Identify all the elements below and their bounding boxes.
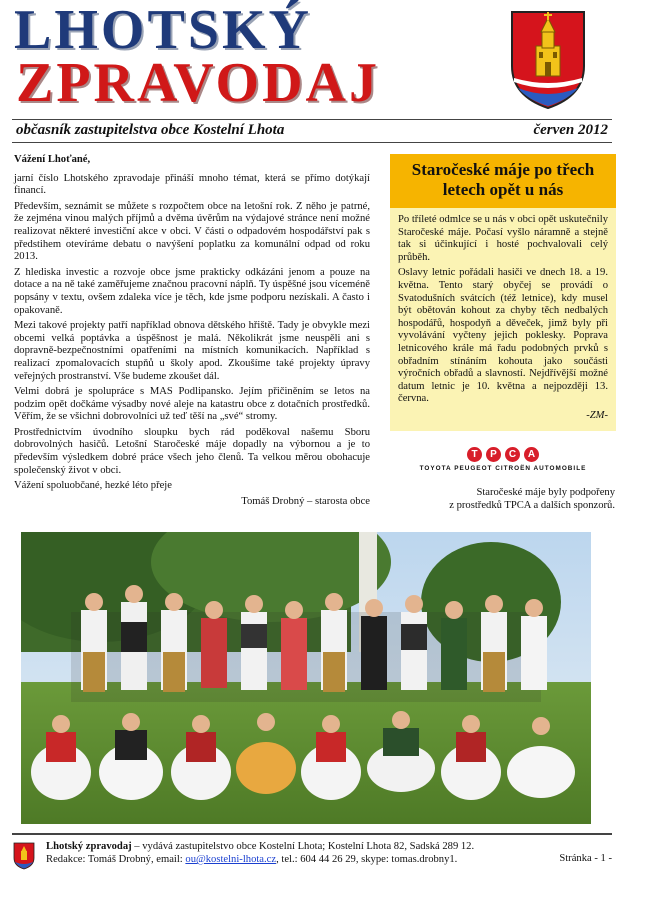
sponsor-logo <box>392 447 614 472</box>
sponsor-caption-line: Staročeské máje byly podpořeny <box>476 487 615 498</box>
letter-paragraph: Velmi dobrá je spolupráce s MAS Podlipansko. Jejím přičiněním se letos na podzim opět dočkáme výsadby nové aleje na katastru obce z dotačních prostředků. Věřím, že se všichni dobrovolníci už teď těší na „své“ stromy. <box>14 386 370 423</box>
article-box <box>390 154 616 431</box>
article-author: -ZM- <box>586 409 608 421</box>
footer-publication-name: Lhotský zpravodaj <box>46 841 132 852</box>
masthead-subtitle: občasník zastupitelstva obce Kostelní Lhota <box>16 122 285 138</box>
article-paragraph: Oslavy letnic pořádali hasiči ve dnech 18. a 19. května. Tento starý obyčej se provádí o Svatodušních svátcích (též letnice), kdy musel být obětován kohout za chyby těch nedbalých hospodářů, hospodyň a děveček, jimž byly při vyvolávání vyčteny jejich poklesky. Poprava letnicového krále má řadu podobných prvků s obřadním stínáním kohouta jako součásti výročních obřadů a slavností. Nejdřívější možné datum letnic je 10. května a nejpozději 13. června. <box>398 267 608 405</box>
masthead-title-line2: ZPRAVODAJ <box>16 52 380 114</box>
article-body <box>390 208 616 431</box>
tpca-letter: A <box>524 447 539 462</box>
masthead-title-line1: LHOTSKÝ <box>14 0 312 61</box>
letter-paragraph: Prostřednictvím úvodního sloupku bych rád poděkoval našemu Sboru dobrovolných hasičů. Letošní Staročeské máje dopadly na výbornou a je to především výsledkem dobré práce všech jeho členů. Ta velkou měrou obohacuje společenský život v obci. <box>14 426 370 476</box>
tpca-letter: P <box>486 447 501 462</box>
tpca-logo-icon <box>392 447 614 462</box>
editorial-letter <box>14 154 370 511</box>
letter-paragraph: Především, seznámit se můžete s rozpočtem obce na letošní rok. Z něho je patrné, že zejména vinou malých příjmů a dvěma úvěrům na výdajové stránce není možné realizovat některé investiční akce v obci. V části o odpadovém hospodářství pak s předstihem otevíráme debatu o navýšení poplatku za komunální odpad od roku 2013. <box>14 200 370 263</box>
header-rule-bottom <box>12 142 612 143</box>
footer-publisher <box>46 840 474 853</box>
tpca-letter: C <box>505 447 520 462</box>
footer-editor-label: Redakce: Tomáš Drobný, email: <box>46 854 186 865</box>
letter-paragraph: Z hlediska investic a rozvoje obce jsme prakticky odkázáni jenom a pouze na dotace a na ně také zaměřujeme značnou pracovní náplň. Ty úspěšné jsou víceméně popsány v textu, ovšem zdaleka více je těch, kde jsme podporu nezískali. A často i opakovaně. <box>14 266 370 316</box>
sponsor-caption-line: z prostředků TPCA a dalších sponzorů. <box>449 499 615 511</box>
group-photo-image <box>21 532 591 824</box>
article-paragraph: Po tříleté odmlce se u nás v obci opět uskutečnily Staročeské máje. Počasí vyšlo náramně a stejně tak si účinkující i hosté pochvalovali celý průběh. <box>398 214 608 263</box>
footer-contact-details: , tel.: 604 44 26 29, skype: tomas.drobny1. <box>276 854 458 865</box>
issue-date: červen 2012 <box>533 122 608 138</box>
letter-greeting: Vážení Lhoťané, <box>14 154 91 165</box>
sponsor-caption <box>395 487 615 512</box>
tpca-letter: T <box>467 447 482 462</box>
letter-paragraph: Mezi takové projekty patří například obnova dětského hřiště. Tady je obvykle mezi obcemi velká poptávka a úspěšnost je malá. Několikrát jsme neuspěli ani s dopravně-bezpečnostními opatřeními na místních komunikacích. Například s realizací zpomalovacích stupňů u školy apod. Zkoušíme také projekty úpravy veřejných prostranství. Vše budeme zkoušet dál. <box>14 320 370 382</box>
footer-email-link[interactable]: ou@kostelni-lhota.cz <box>185 854 277 865</box>
tpca-tagline: TOYOTA PEUGEOT CITROËN AUTOMOBILE <box>419 465 587 472</box>
letter-paragraph: Vážení spoluobčané, hezké léto přeje <box>14 480 172 492</box>
header-rule-top <box>12 119 612 120</box>
village-crest-icon <box>508 8 588 110</box>
letter-paragraph: jarní číslo Lhotského zpravodaje přináší mnoho témat, která se přímo dotýkají financí. <box>14 172 370 197</box>
village-crest-icon <box>13 842 35 870</box>
footer-rule <box>12 833 612 835</box>
letter-signature: Tomáš Drobný – starosta obce <box>241 495 370 507</box>
footer-contact <box>46 853 457 866</box>
article-headline: Staročeské máje po třech letech opět u nás <box>390 154 616 208</box>
footer-publisher-text: – vydává zastupitelstvo obce Kostelní Lhota; Kostelní Lhota 82, Sadská 289 12. <box>131 841 475 852</box>
page-number: Stránka - 1 - <box>559 853 612 864</box>
